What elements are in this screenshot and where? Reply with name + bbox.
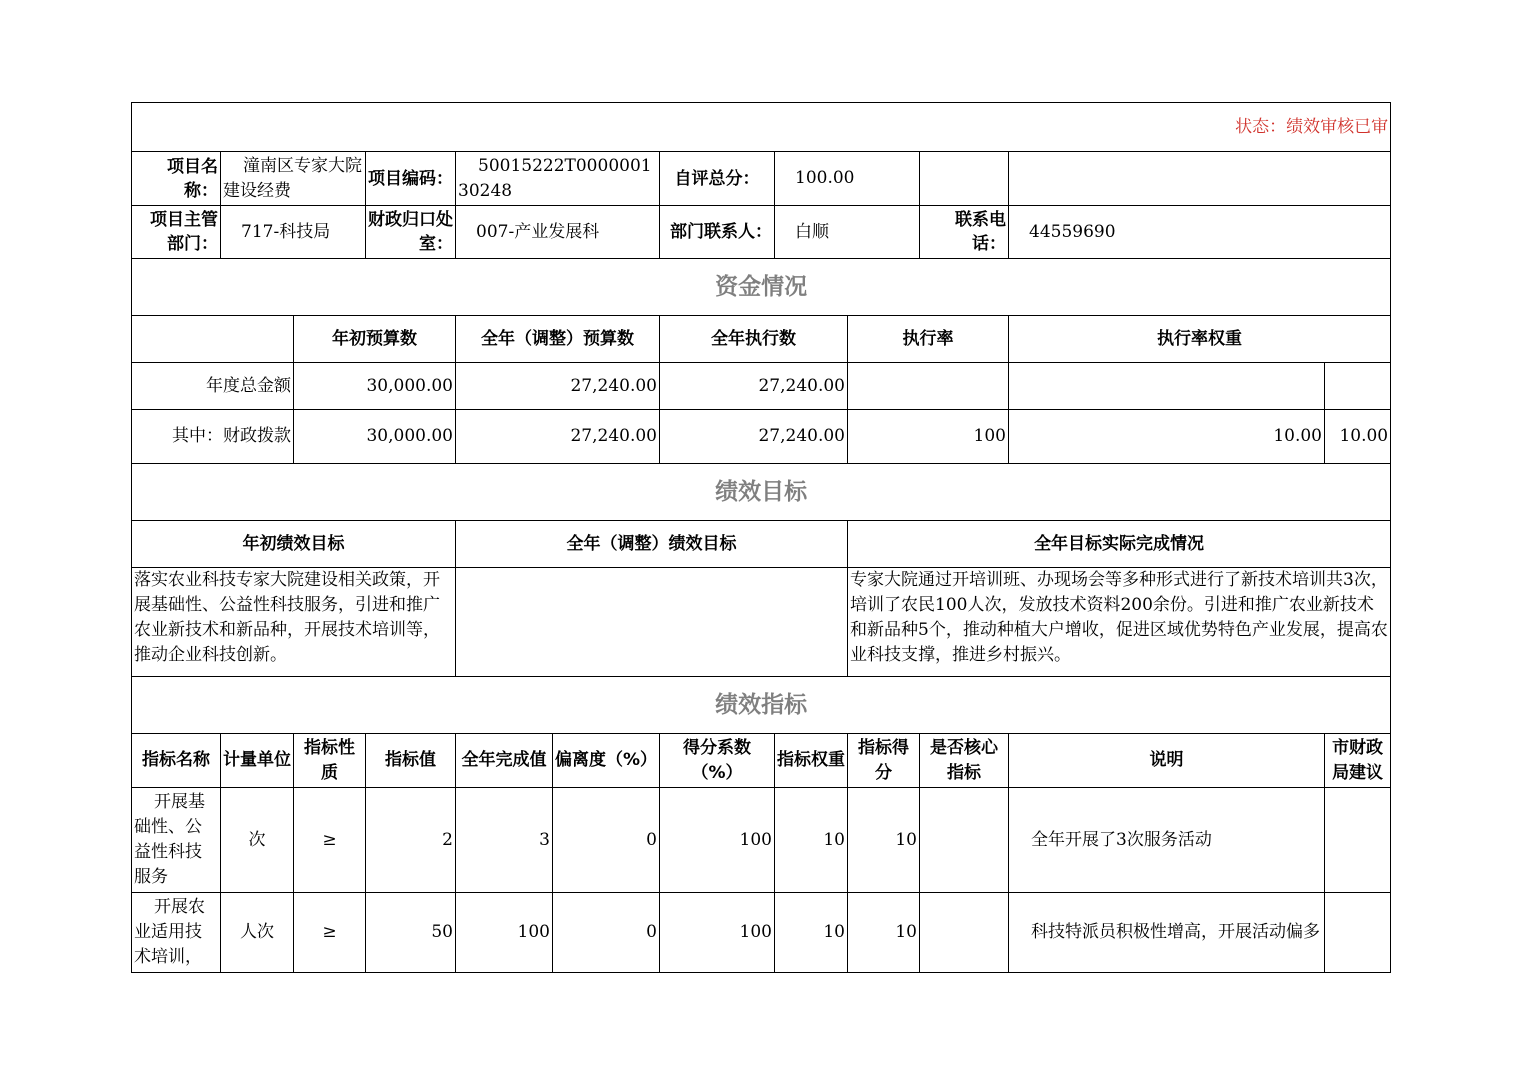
dept-value: 717-科技局	[221, 206, 366, 259]
funds-row-weight: 10.00	[1009, 410, 1325, 464]
goals-header-initial: 年初绩效目标	[132, 521, 456, 568]
phone-value: 44559690	[1009, 206, 1391, 259]
empty-cell	[132, 316, 294, 363]
indicator-done: 100	[456, 893, 553, 973]
indicator-core	[920, 788, 1009, 893]
indicator-coef: 100	[660, 893, 775, 973]
funds-header-adjusted: 全年（调整）预算数	[456, 316, 660, 363]
funds-row-rate	[848, 363, 1009, 410]
evaluation-sheet	[131, 102, 1390, 973]
empty-cell	[1009, 152, 1391, 206]
funds-row-label: 其中：财政拨款	[132, 410, 294, 464]
indicator-unit: 人次	[221, 893, 294, 973]
funds-row-initial: 30,000.00	[294, 410, 456, 464]
indicator-advice	[1325, 788, 1391, 893]
dept-label: 项目主管部门：	[132, 206, 221, 259]
funds-row-rate: 100	[848, 410, 1009, 464]
indicator-header-done: 全年完成值	[456, 734, 553, 788]
phone-label: 联系电话：	[920, 206, 1009, 259]
indicator-header-value: 指标值	[366, 734, 456, 788]
goals-actual-text: 专家大院通过开培训班、办现场会等多种形式进行了新技术培训共3次，培训了农民100人次，发放技术资料200余份。引进和推广农业新技术和新品种5个，推动种植大户增收，促进区域优势特色产业发展，提高农业科技支撑，推进乡村振兴。	[848, 568, 1391, 677]
indicator-score: 10	[848, 788, 920, 893]
contact-value: 白顺	[775, 206, 920, 259]
indicator-header-advice: 市财政局建议	[1325, 734, 1391, 788]
indicator-advice	[1325, 893, 1391, 973]
funds-row-extra	[1325, 363, 1391, 410]
indicator-nature: ≥	[294, 893, 366, 973]
indicator-header-nature: 指标性质	[294, 734, 366, 788]
indicator-value: 2	[366, 788, 456, 893]
project-name: 潼南区专家大院建设经费	[221, 152, 366, 206]
indicator-deviation: 0	[553, 788, 660, 893]
table-row	[132, 788, 1391, 893]
table-row	[132, 893, 1391, 973]
funds-row-initial: 30,000.00	[294, 363, 456, 410]
goals-initial-text: 落实农业科技专家大院建设相关政策，开展基础性、公益性科技服务，引进和推广农业新技术和新品种，开展技术培训等，推动企业科技创新。	[132, 568, 456, 677]
indicator-name: 开展农业适用技术培训，	[132, 893, 221, 973]
indicator-weight: 10	[775, 788, 848, 893]
indicator-header-note: 说明	[1009, 734, 1325, 788]
funds-header-weight: 执行率权重	[1009, 316, 1391, 363]
funds-section-title: 资金情况	[132, 259, 1391, 316]
indicator-score: 10	[848, 893, 920, 973]
indicator-header-unit: 计量单位	[221, 734, 294, 788]
indicator-unit: 次	[221, 788, 294, 893]
indicator-coef: 100	[660, 788, 775, 893]
self-score: 100.00	[775, 152, 920, 206]
indicator-name: 开展基础性、公益性科技服务	[132, 788, 221, 893]
indicator-done: 3	[456, 788, 553, 893]
contact-label: 部门联系人：	[660, 206, 775, 259]
funds-row-extra: 10.00	[1325, 410, 1391, 464]
indicator-value: 50	[366, 893, 456, 973]
indicator-header-score: 指标得分	[848, 734, 920, 788]
funds-row-weight	[1009, 363, 1325, 410]
funds-row-label: 年度总金额	[132, 363, 294, 410]
indicator-note: 科技特派员积极性增高，开展活动偏多	[1009, 893, 1325, 973]
empty-cell	[920, 152, 1009, 206]
indicator-header-deviation: 偏离度（%）	[553, 734, 660, 788]
project-code: 50015222T000000130248	[456, 152, 660, 206]
finance-office-label: 财政归口处室：	[366, 206, 456, 259]
indicator-deviation: 0	[553, 893, 660, 973]
indicator-note: 全年开展了3次服务活动	[1009, 788, 1325, 893]
indicator-weight: 10	[775, 893, 848, 973]
indicator-header-core: 是否核心指标	[920, 734, 1009, 788]
funds-header-rate: 执行率	[848, 316, 1009, 363]
funds-row-executed: 27,240.00	[660, 410, 848, 464]
goals-header-actual: 全年目标实际完成情况	[848, 521, 1391, 568]
goals-header-adjusted: 全年（调整）绩效目标	[456, 521, 848, 568]
indicators-section-title: 绩效指标	[132, 677, 1391, 734]
goals-section-title: 绩效目标	[132, 464, 1391, 521]
indicator-header-coef: 得分系数（%）	[660, 734, 775, 788]
indicator-nature: ≥	[294, 788, 366, 893]
indicator-header-weight: 指标权重	[775, 734, 848, 788]
self-score-label: 自评总分：	[660, 152, 775, 206]
project-name-label: 项目名称：	[132, 152, 221, 206]
funds-header-initial: 年初预算数	[294, 316, 456, 363]
finance-office-value: 007-产业发展科	[456, 206, 660, 259]
goals-adjusted-text	[456, 568, 848, 677]
indicator-core	[920, 893, 1009, 973]
funds-row-executed: 27,240.00	[660, 363, 848, 410]
status-text: 状态：绩效审核已审	[132, 103, 1391, 152]
indicator-header-name: 指标名称	[132, 734, 221, 788]
project-code-label: 项目编码：	[366, 152, 456, 206]
funds-row-adjusted: 27,240.00	[456, 363, 660, 410]
evaluation-table	[131, 102, 1391, 973]
funds-row-adjusted: 27,240.00	[456, 410, 660, 464]
funds-header-executed: 全年执行数	[660, 316, 848, 363]
